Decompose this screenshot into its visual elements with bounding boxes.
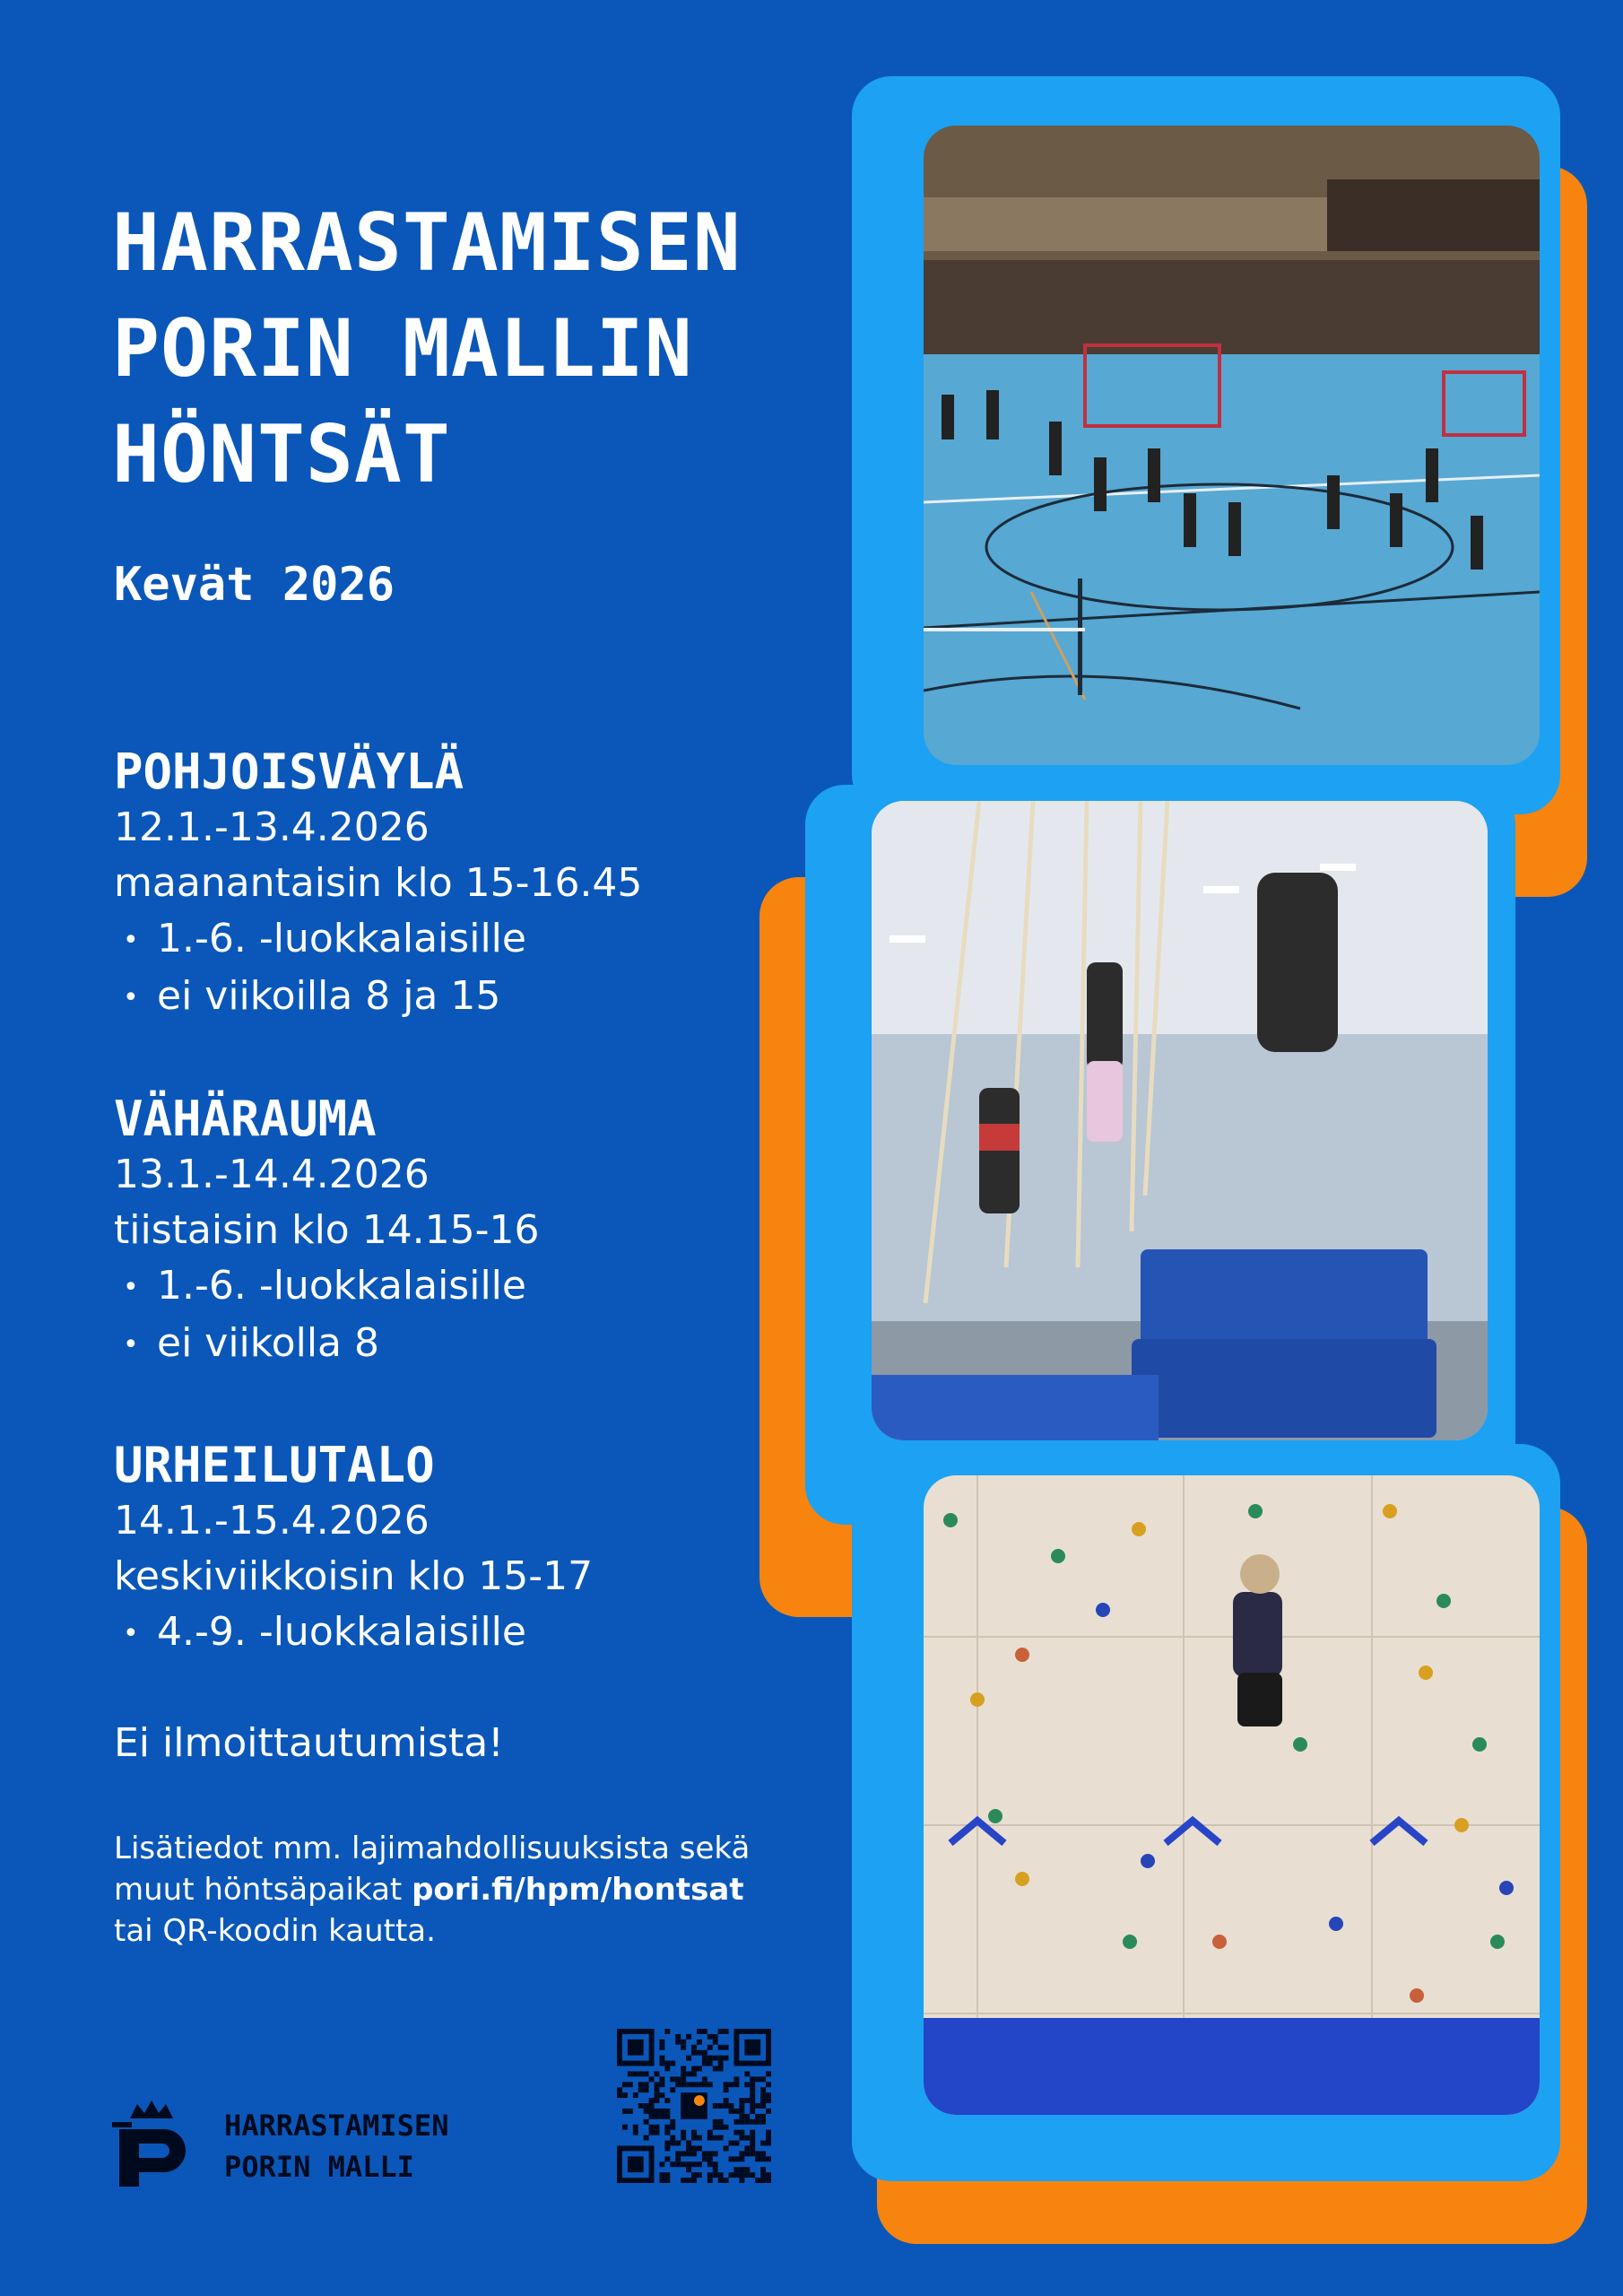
location-dates: 14.1.-15.4.2026 [114, 1498, 430, 1544]
info-line-3: tai QR-koodin kautta. [114, 1913, 436, 1949]
location-pohjoisvayla [114, 744, 642, 1026]
photo-climbing-ropes [872, 801, 1488, 1440]
list-item: • 1.-6. -luokkalaisille [114, 1258, 540, 1316]
location-name: URHEILUTALO [114, 1437, 435, 1493]
title-line-2: PORIN MALLIN [112, 302, 693, 395]
list-item: • 4.-9. -luokkalaisille [114, 1605, 593, 1662]
logo-line-1: HARRASTAMISEN [224, 2109, 449, 2143]
info-link[interactable]: pori.fi/hpm/hontsat [412, 1872, 744, 1908]
title-line-1: HARRASTAMISEN [112, 196, 742, 289]
location-dates: 12.1.-13.4.2026 [114, 804, 430, 850]
qr-code[interactable] [617, 2029, 771, 2183]
logo-text [224, 2105, 448, 2187]
bullet-icon: • [123, 1329, 139, 1361]
info-text [114, 1828, 750, 1952]
crown-p-logo-icon [112, 2099, 202, 2188]
porin-malli-logo [112, 2099, 202, 2188]
season-label: Kevät 2026 [114, 558, 395, 612]
location-name: VÄHÄRAUMA [114, 1091, 377, 1147]
info-line-1: Lisätiedot mm. lajimahdollisuuksista sekä [114, 1831, 751, 1866]
logo-line-2: PORIN MALLI [224, 2150, 414, 2184]
list-item: • ei viikoilla 8 ja 15 [114, 969, 642, 1026]
location-vaharauma [114, 1091, 540, 1373]
location-time: tiistaisin klo 14.15-16 [114, 1207, 540, 1253]
bullet-icon: • [123, 1272, 139, 1303]
location-dates: 13.1.-14.4.2026 [114, 1152, 430, 1197]
info-line-2: muut höntsäpaikat pori.fi/hpm/hontsat [114, 1872, 744, 1908]
no-signup-note: Ei ilmoittautumista! [114, 1720, 504, 1766]
location-time: keskiviikkoisin klo 15-17 [114, 1553, 594, 1599]
list-item: • 1.-6. -luokkalaisille [114, 911, 642, 969]
bullet-icon: • [123, 982, 139, 1013]
photo-climbing-wall [924, 1475, 1540, 2115]
poster-title [112, 190, 847, 508]
qr-code-icon [617, 2029, 771, 2183]
location-name: POHJOISVÄYLÄ [114, 744, 464, 800]
bullet-icon: • [123, 1618, 139, 1649]
bullet-icon: • [123, 925, 139, 956]
location-urheilutalo [114, 1438, 593, 1662]
list-item: • ei viikolla 8 [114, 1316, 540, 1373]
title-line-3: HÖNTSÄT [112, 408, 451, 500]
location-time: maanantaisin klo 15-16.45 [114, 860, 643, 906]
photo-gym-hall [924, 126, 1540, 765]
